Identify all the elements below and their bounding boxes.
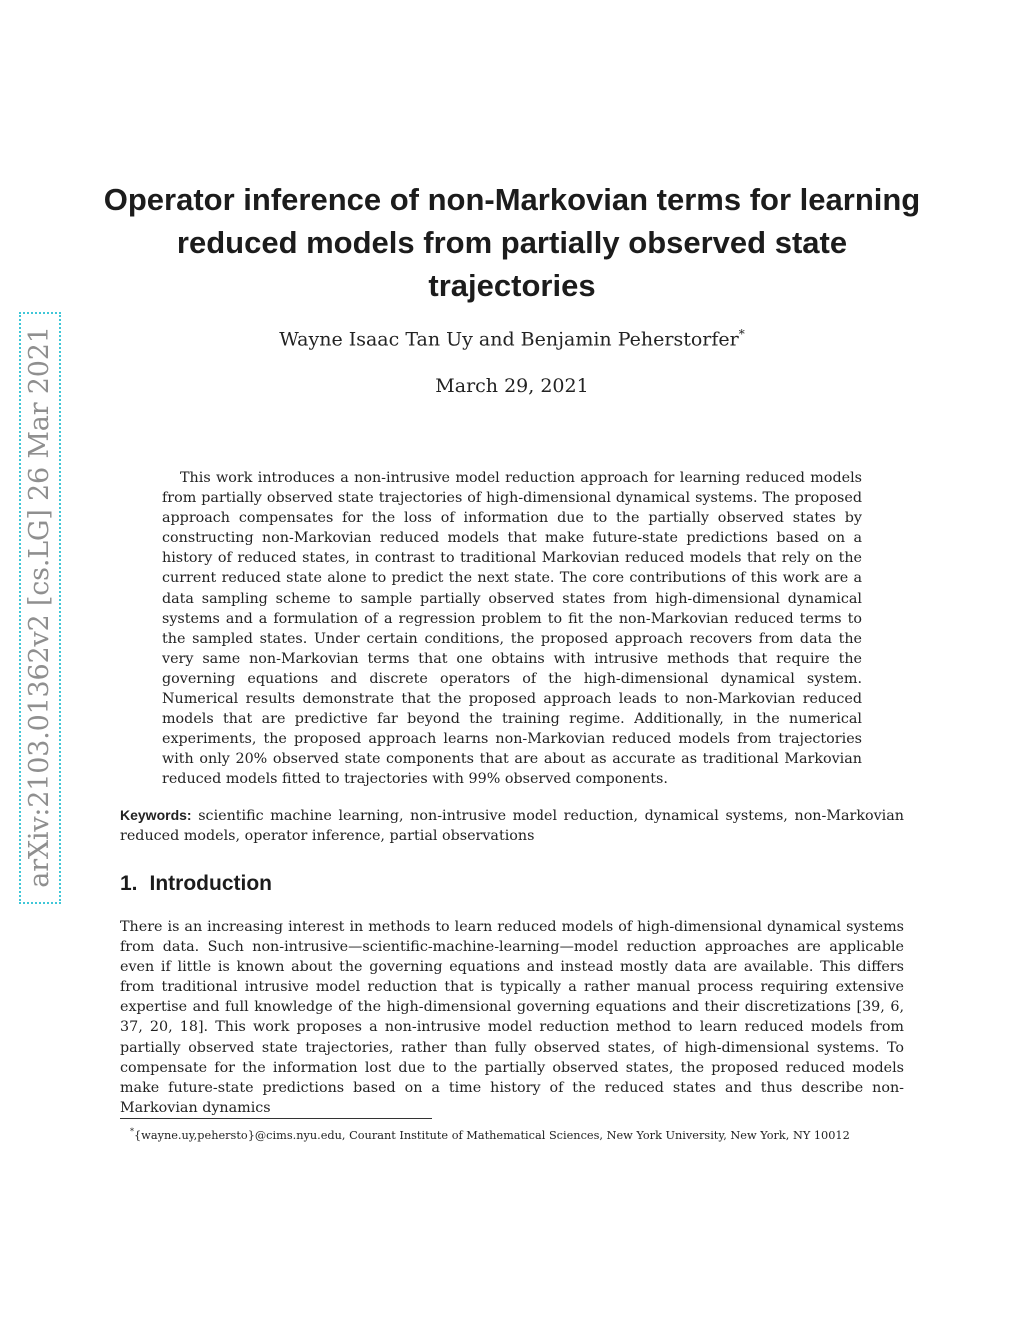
abstract: This work introduces a non-intrusive model reduction approach for learning reduced models from partially observed state trajectories of high-dimensional dynamical systems. The proposed approach compensates for the loss of information due to the partially observed states by constructing non-Markovian reduced models that make future-state predictions based on a history of reduced states, in contrast to traditional Markovian reduced models that rely on the current reduced state alone to predict the next state. The core contributions of this work are a data sampling scheme to sample partially observed states from high-dimensional dynamical systems and a formulation of a regression problem to fit the non-Markovian reduced terms to the sampled states. Under certain conditions, the proposed approach recovers from data the very same non-Markovian terms that one obtains with intrusive methods that require the governing equations and discrete operators of the high-dimensional dynamical system. Numerical results demonstrate that the proposed approach leads to non-Markovian reduced models that are predictive far beyond the training regime. Additionally, in the numerical experiments, the proposed approach learns non-Markovian reduced models from trajectories with only 20% observed state components that are about as accurate as traditional Markovian reduced models fitted to trajectories with 99% observed components. <box>162 470 862 788</box>
authors: Wayne Isaac Tan Uy and Benjamin Peherstorfer <box>279 328 739 351</box>
introduction-paragraph: There is an increasing interest in methods to learn reduced models of high-dimensional dynamical systems from data. Such non-intrusive—scientific-machine-learning—model reduction approaches are applicable even if little is known about the governing equations and instead mostly data are available. This differs from traditional intrusive model reduction that is typically a rather manual process requiring extensive expertise and full knowledge of the high-dimensional governing equations and their discretizations [39, 6, 37, 20, 18]. This work proposes a non-intrusive model reduction method to learn reduced models from partially observed state trajectories, rather than fully observed states, of high-dimensional systems. To compensate for the information lost due to the partially observed states, the proposed reduced models make future-state predictions based on a time history of the reduced states and thus describe non-Markovian dynamics <box>120 919 904 1116</box>
section-title: Introduction <box>149 872 272 895</box>
section-heading <box>120 872 904 896</box>
author-line <box>100 327 924 350</box>
paper-date: March 29, 2021 <box>435 375 589 397</box>
keywords-text: scientific machine learning, non-intrusive model reduction, dynamical systems, non-Markovian reduced models, operator inference, partial observations <box>120 808 904 844</box>
footnote-text: {wayne.uy,pehersto}@cims.nyu.edu, Courant Institute of Mathematical Sciences, New York University, New York, NY 10012 <box>134 1128 850 1142</box>
author-footnote-mark: * <box>738 327 745 341</box>
paper-title: Operator inference of non-Markovian terms for learning reduced models from partially observed state trajectories <box>103 182 921 303</box>
footnote-mark: * <box>130 1127 134 1136</box>
arxiv-stamp: arXiv:2103.01362v2 [cs.LG] 26 Mar 2021 <box>24 326 55 888</box>
section-number: 1. <box>120 872 138 895</box>
keywords-label: Keywords: <box>120 807 192 823</box>
footnote-divider <box>120 1118 432 1119</box>
keywords <box>120 805 904 846</box>
footnote <box>120 1124 914 1143</box>
